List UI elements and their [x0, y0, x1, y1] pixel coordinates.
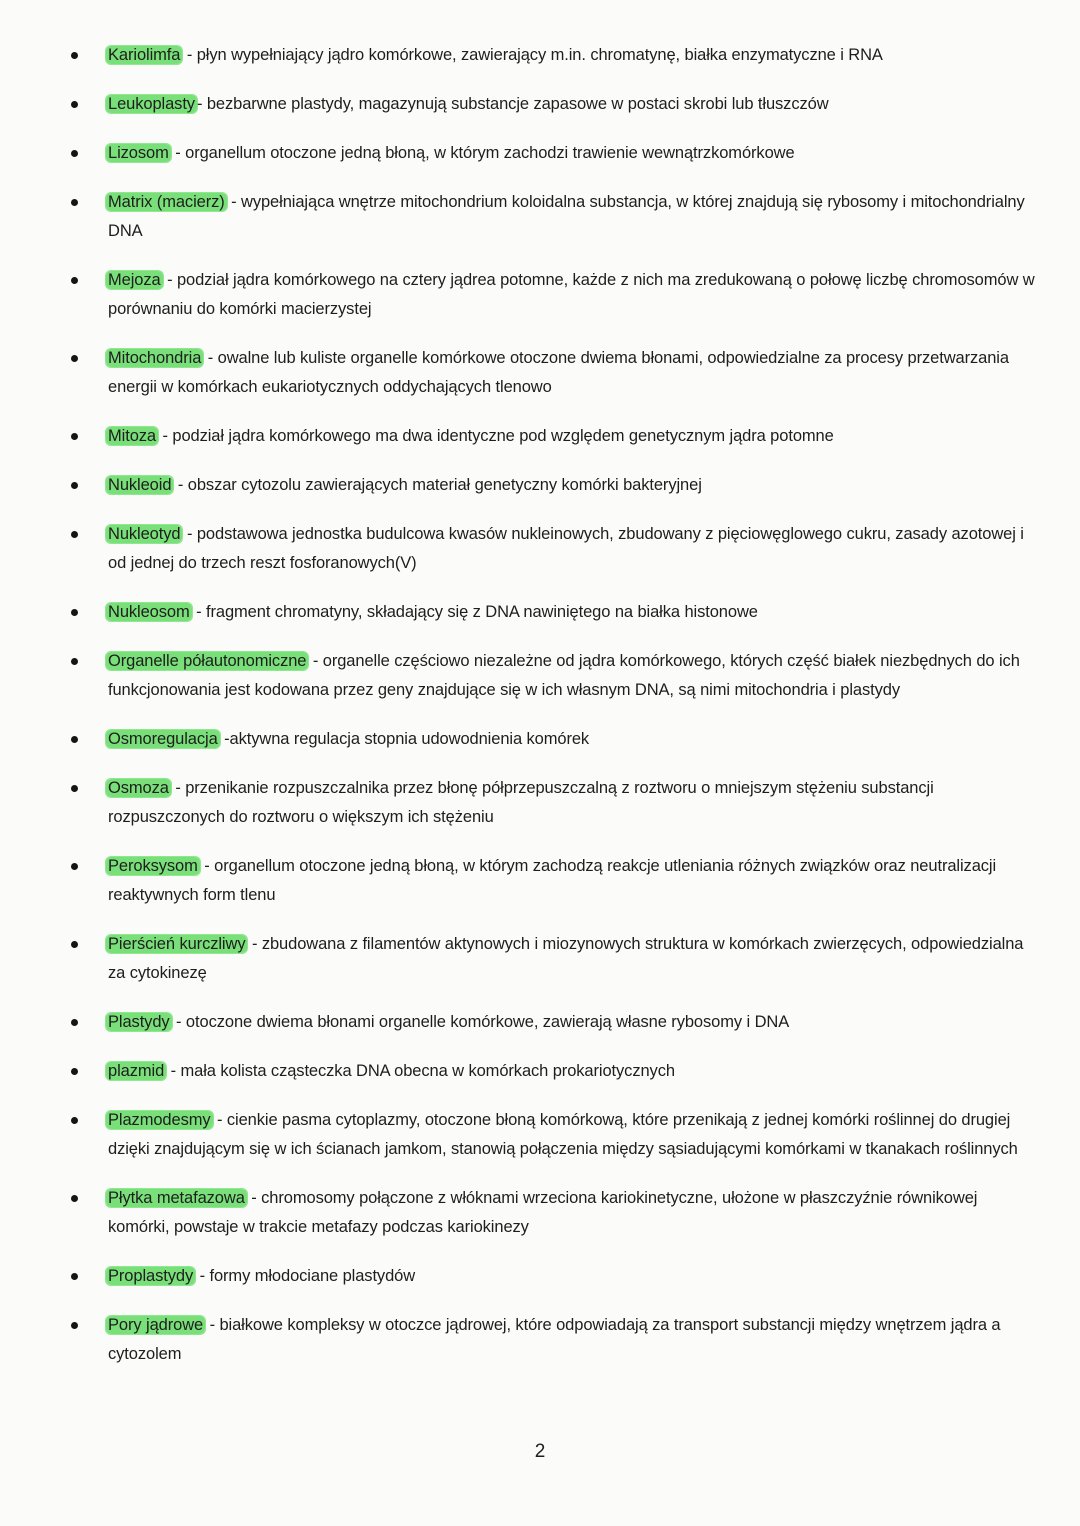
term-definition: - podział jądra komórkowego na cztery jądrea potomne, każde z nich ma zredukowaną o połowę liczbę chromosomów w porównaniu do komórki macierzystej [108, 271, 1035, 318]
term-definition: - podział jądra komórkowego ma dwa identyczne pod względem genetycznym jądra potomne [158, 427, 834, 445]
bullet-icon [71, 531, 78, 538]
bullet-icon [71, 101, 78, 108]
bullet-icon [71, 941, 78, 948]
term-definition: - przenikanie rozpuszczalnika przez błonę półprzepuszczalną z roztworu o mniejszym stężeniu substancji rozpuszczonych do roztworu o większym ich stężeniu [108, 779, 934, 826]
glossary-entry [0, 520, 1080, 578]
term-definition: - organelle częściowo niezależne od jądra komórkowego, których część białek niezbędnych do ich funkcjonowania jest kodowana przez geny znajdujące się w ich własnym DNA, są nimi mitochondria i plastydy [108, 652, 1020, 699]
highlighted-term: Nukleotyd [108, 525, 181, 543]
term-definition: - podstawowa jednostka budulcowa kwasów nukleinowych, zbudowany z pięciowęglowego cukru, zasady azotowej i od jednej do trzech reszt fosforanowych(V) [108, 525, 1024, 572]
glossary-entry [0, 930, 1080, 988]
highlighted-term: Osmoza [108, 779, 169, 797]
glossary-entry [0, 266, 1080, 324]
bullet-icon [71, 150, 78, 157]
highlighted-term: Mejoza [108, 271, 161, 289]
bullet-icon [71, 1117, 78, 1124]
term-definition: - bezbarwne plastydy, magazynują substancje zapasowe w postaci skrobi lub tłuszczów [196, 95, 829, 113]
glossary-entry [0, 1311, 1080, 1369]
term-definition: - organellum otoczone jedną błoną, w którym zachodzi trawienie wewnątrzkomórkowe [170, 144, 795, 162]
term-definition: - fragment chromatyny, składający się z DNA nawiniętego na białka histonowe [191, 603, 758, 621]
glossary-entry [0, 1057, 1080, 1086]
bullet-icon [71, 658, 78, 665]
glossary-entry [0, 852, 1080, 910]
term-definition: - wypełniająca wnętrze mitochondrium koloidalna substancja, w której znajdują się rybosomy i mitochondrialny DNA [108, 193, 1025, 240]
glossary-entry [0, 1184, 1080, 1242]
highlighted-term: Kariolimfa [108, 46, 181, 64]
highlighted-term: Nukleoid [108, 476, 172, 494]
glossary-entry [0, 344, 1080, 402]
bullet-icon [71, 1273, 78, 1280]
highlighted-term: Lizosom [108, 144, 169, 162]
term-definition: -aktywna regulacja stopnia udowodnienia komórek [219, 730, 590, 748]
page-number: 2 [534, 1441, 546, 1462]
bullet-icon [71, 1195, 78, 1202]
highlighted-term: Pory jądrowe [108, 1316, 204, 1334]
highlighted-term: Leukoplasty [108, 95, 195, 113]
bullet-icon [71, 863, 78, 870]
bullet-icon [71, 1019, 78, 1026]
term-definition: - zbudowana z filamentów aktynowych i miozynowych struktura w komórkach zwierzęcych, odpowiedzialna za cytokinezę [108, 935, 1024, 982]
highlighted-term: Plazmodesmy [108, 1111, 211, 1129]
glossary-entry [0, 422, 1080, 451]
bullet-icon [71, 609, 78, 616]
glossary-entry [0, 725, 1080, 754]
bullet-icon [71, 785, 78, 792]
glossary-entry [0, 471, 1080, 500]
term-definition: - obszar cytozolu zawierających materiał genetyczny komórki bakteryjnej [173, 476, 702, 494]
highlighted-term: Proplastydy [108, 1267, 194, 1285]
highlighted-term: Pierścień kurczliwy [108, 935, 246, 953]
glossary-entry [0, 90, 1080, 119]
highlighted-term: Nukleosom [108, 603, 190, 621]
term-definition: - owalne lub kuliste organelle komórkowe otoczone dwiema błonami, odpowiedzialne za procesy przetwarzania energii w komórkach eukariotycznych oddychających tlenowo [108, 349, 1009, 396]
highlighted-term: Matrix (macierz) [108, 193, 225, 211]
highlighted-term: Osmoregulacja [108, 730, 218, 748]
term-definition: - białkowe kompleksy w otoczce jądrowej, które odpowiadają za transport substancji między wnętrzem jądra a cytozolem [108, 1316, 1001, 1363]
bullet-icon [71, 736, 78, 743]
bullet-icon [71, 433, 78, 440]
bullet-icon [71, 52, 78, 59]
term-definition: - mała kolista cząsteczka DNA obecna w komórkach prokariotycznych [166, 1062, 675, 1080]
highlighted-term: Płytka metafazowa [108, 1189, 245, 1207]
bullet-icon [71, 1068, 78, 1075]
term-definition: - cienkie pasma cytoplazmy, otoczone błoną komórkową, które przenikają z jednej komórki roślinnej do drugiej dzięki znajdującym się w ich ścianach jamkom, stanowią połączenia między sąsiadującymi komórkami w tkanakach roślinnych [108, 1111, 1018, 1158]
highlighted-term: Organelle półautonomiczne [108, 652, 307, 670]
glossary-entry [0, 1008, 1080, 1037]
highlighted-term: plazmid [108, 1062, 165, 1080]
term-definition: - otoczone dwiema błonami organelle komórkowe, zawierają własne rybosomy i DNA [171, 1013, 790, 1031]
bullet-icon [71, 1322, 78, 1329]
term-definition: - płyn wypełniający jądro komórkowe, zawierający m.in. chromatynę, białka enzymatyczne i RNA [182, 46, 883, 64]
glossary-entry [0, 41, 1080, 70]
term-definition: - chromosomy połączone z włóknami wrzeciona kariokinetyczne, ułożone w płaszczyźnie równikowej komórki, powstaje w trakcie metafazy podczas kariokinezy [108, 1189, 978, 1236]
bullet-icon [71, 482, 78, 489]
glossary-entry [0, 647, 1080, 705]
glossary-entry [0, 1106, 1080, 1164]
bullet-icon [71, 355, 78, 362]
glossary-entry [0, 188, 1080, 246]
highlighted-term: Mitochondria [108, 349, 202, 367]
bullet-icon [71, 199, 78, 206]
glossary-list [0, 41, 1080, 1389]
glossary-entry [0, 1262, 1080, 1291]
glossary-entry [0, 774, 1080, 832]
term-definition: - formy młodociane plastydów [195, 1267, 416, 1285]
glossary-entry [0, 139, 1080, 168]
bullet-icon [71, 277, 78, 284]
highlighted-term: Mitoza [108, 427, 156, 445]
term-definition: - organellum otoczone jedną błoną, w którym zachodzą reakcje utleniania różnych związków oraz neutralizacji reaktywnych form tlenu [108, 857, 997, 904]
highlighted-term: Peroksysom [108, 857, 198, 875]
highlighted-term: Plastydy [108, 1013, 170, 1031]
glossary-entry [0, 598, 1080, 627]
